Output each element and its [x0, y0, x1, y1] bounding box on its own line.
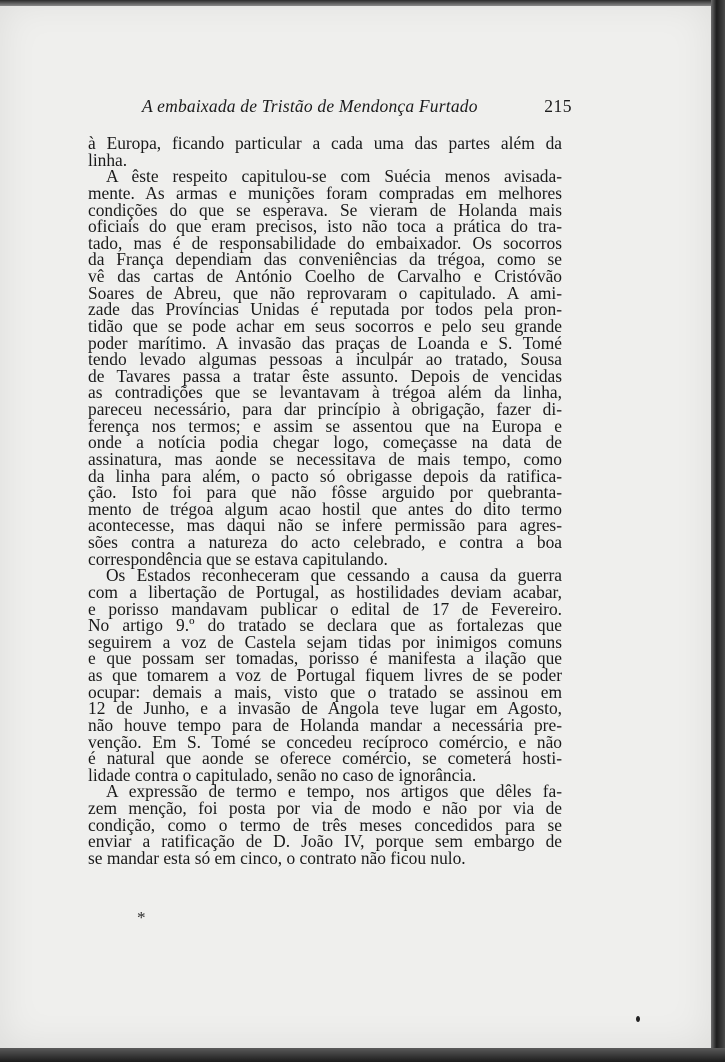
text-line: se mandar esta só em cinco, o contrato não ficou nulo. — [88, 847, 466, 868]
scan-right-edge — [711, 0, 725, 1062]
text-line: acontecesse, mas daqui não se infere permissão para agres- — [88, 515, 562, 536]
text-line: tado, mas é de responsabilidade do embaixador. Os socorros — [88, 232, 562, 253]
page-number: 215 — [544, 96, 572, 116]
text-line: seguirem a voz de Castela sejam tidas por inimigos comuns — [88, 631, 562, 652]
text-line: condições do que se esperava. Se vieram de Holanda mais — [88, 199, 562, 220]
text-line: e porisso mandavam publicar o edital de 17 de Fevereiro. — [88, 598, 562, 619]
text-line: mente. As armas e munições foram compradas em melhores — [88, 182, 562, 203]
text-line: zade das Províncias Unidas é reputada por todos pela pron- — [88, 299, 562, 320]
text-line: pareceu necessário, para dar princípio à obrigação, fazer di- — [88, 399, 562, 419]
text-line: enviar a ratificação de D. João IV, porque sem embargo de — [88, 831, 562, 852]
text-line: condição, como o termo de três meses concedidos para se — [88, 814, 562, 835]
ink-speck — [636, 1016, 640, 1022]
text-line: da França dependiam das conveniências da trégoa, como se — [88, 249, 562, 270]
text-line: zem menção, foi posta por via de modo e não por via de — [88, 798, 562, 818]
text-line: linha. — [88, 149, 128, 170]
body-text — [88, 135, 562, 867]
text-line: e que possam ser tomadas, porisso é manifesta a ilação que — [88, 648, 562, 669]
text-line: tidão que se pode achar em seus socorros e pelo seu grande — [88, 315, 562, 336]
text-line: correspondência que se estava capitulando. — [88, 548, 388, 569]
text-line: oficiais do que eram precisos, isto não toca a prática do tra- — [88, 216, 562, 237]
text-line: tendo levado algumas pessoas a inculpár ao tratado, Sousa — [88, 349, 562, 370]
text-line: mento de trégoa algum acao hostil que antes do dito termo — [88, 498, 562, 519]
text-line: com a libertação de Portugal, as hostilidades deviam acabar, — [88, 581, 562, 602]
scan-bottom-edge — [0, 1048, 725, 1062]
running-header — [142, 96, 572, 120]
section-asterisk: * — [137, 908, 146, 927]
text-line: de Tavares passa a tratar êste assunto. Depois de vencidas — [88, 365, 562, 386]
text-line: No artigo 9.º do tratado se declara que as fortalezas que — [88, 615, 562, 636]
text-line: venção. Em S. Tomé se concedeu recíproco comércio, e não — [88, 731, 562, 752]
text-line: vê das cartas de António Coelho de Carvalho e Cristóvão — [88, 266, 562, 286]
text-line: A expressão de termo e tempo, nos artigos que dêles fa- — [106, 781, 562, 802]
text-line: A êste respeito capitulou-se com Suécia menos avisada- — [106, 166, 562, 187]
text-line: onde a notícia podia chegar logo, começasse na data de — [88, 432, 562, 453]
text-line: não houve tempo para de Holanda mandar a necessária pre- — [88, 714, 562, 735]
scan-top-edge — [0, 0, 725, 6]
text-line: Soares de Abreu, que não reprovaram o capitulado. A ami- — [88, 282, 562, 303]
text-line: à Europa, ficando particular a cada uma das partes além da — [88, 133, 562, 153]
text-line: ferença nos termos; e assim se assentou que na Europa e — [88, 415, 562, 436]
text-line: da linha para além, o pacto só obrigasse depois da ratifica- — [88, 465, 562, 486]
text-line: ção. Isto foi para que não fôsse arguido por quebranta- — [88, 482, 562, 503]
running-title: A embaixada de Tristão de Mendonça Furtado — [142, 96, 478, 116]
text-line: as que tomarem a voz de Portugal fiquem livres de se poder — [88, 665, 562, 685]
text-line: ocupar: demais a mais, visto que o tratado se assinou em — [88, 681, 562, 702]
text-line: as contradições que se levantavam à trégoa além da linha, — [88, 382, 562, 403]
text-line: lidade contra o capitulado, senão no caso de ignorância. — [88, 764, 477, 785]
text-line: é natural que aonde se oferece comércio, se cometerá hosti- — [88, 748, 562, 769]
text-line: 12 de Junho, e a invasão de Angola teve lugar em Agosto, — [88, 698, 562, 719]
text-line: Os Estados reconheceram que cessando a causa da guerra — [106, 565, 562, 586]
text-line: sões contra a natureza do acto celebrado, e contra a boa — [88, 532, 562, 552]
text-line: poder marítimo. A invasão das praças de Loanda e S. Tomé — [88, 332, 562, 353]
text-line: assinatura, mas aonde se necessitava de mais tempo, como — [88, 448, 562, 469]
